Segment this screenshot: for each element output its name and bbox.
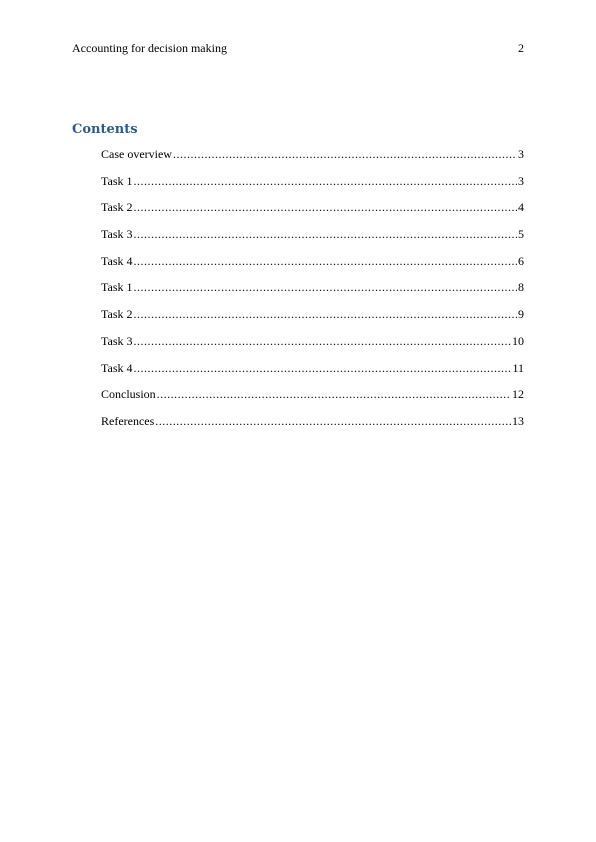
toc-entry-references[interactable] (101, 413, 524, 440)
toc-entry-label: Task 2 (101, 307, 133, 322)
toc-entry-label: Task 4 (101, 360, 133, 375)
toc-entry-label: References (101, 413, 155, 428)
toc-entry-page: 5 (518, 227, 524, 242)
toc-entry-page: 13 (512, 413, 524, 428)
toc-entry-page: 11 (512, 360, 524, 375)
toc-entry-label: Task 3 (101, 227, 133, 242)
toc-dot-leader (134, 226, 518, 242)
toc-dot-leader (134, 253, 518, 269)
toc-entry-page: 8 (518, 280, 524, 295)
toc-entry-label: Case overview (101, 147, 172, 161)
table-of-contents (101, 146, 524, 440)
toc-entry-label: Task 3 (101, 333, 133, 348)
toc-entry-page: 3 (518, 173, 524, 188)
running-head-title: Accounting for decision making (72, 41, 227, 55)
toc-dot-leader (155, 413, 511, 429)
toc-entry-page: 9 (518, 307, 524, 322)
toc-dot-leader (134, 306, 518, 322)
toc-entry-label: Task 1 (101, 173, 133, 188)
toc-entry-task-2[interactable] (101, 199, 524, 226)
toc-entry-case-overview[interactable] (101, 146, 524, 173)
toc-entry-task-4-second[interactable] (101, 360, 524, 387)
toc-entry-page: 12 (512, 387, 524, 402)
toc-entry-label: Task 2 (101, 200, 133, 215)
toc-entry-page: 4 (518, 200, 524, 215)
toc-entry-conclusion[interactable] (101, 386, 524, 413)
page-number: 2 (518, 41, 524, 55)
toc-dot-leader (173, 146, 517, 162)
toc-entry-task-1-second[interactable] (101, 279, 524, 306)
toc-entry-label: Task 1 (101, 280, 133, 295)
toc-entry-task-2-second[interactable] (101, 306, 524, 333)
toc-dot-leader (134, 173, 518, 189)
toc-entry-page: 3 (518, 147, 524, 161)
toc-entry-task-3-second[interactable] (101, 333, 524, 360)
toc-entry-page: 10 (512, 333, 524, 348)
toc-dot-leader (157, 386, 511, 402)
toc-entry-page: 6 (518, 253, 524, 268)
toc-dot-leader (134, 199, 518, 215)
toc-dot-leader (134, 333, 512, 349)
page-header (72, 41, 524, 57)
toc-entry-task-3[interactable] (101, 226, 524, 253)
toc-entry-label: Task 4 (101, 253, 133, 268)
toc-entry-label: Conclusion (101, 387, 156, 402)
toc-dot-leader (134, 360, 512, 376)
toc-entry-task-1[interactable] (101, 173, 524, 200)
toc-heading: Contents (72, 122, 138, 137)
toc-entry-task-4[interactable] (101, 253, 524, 280)
toc-dot-leader (134, 279, 518, 295)
